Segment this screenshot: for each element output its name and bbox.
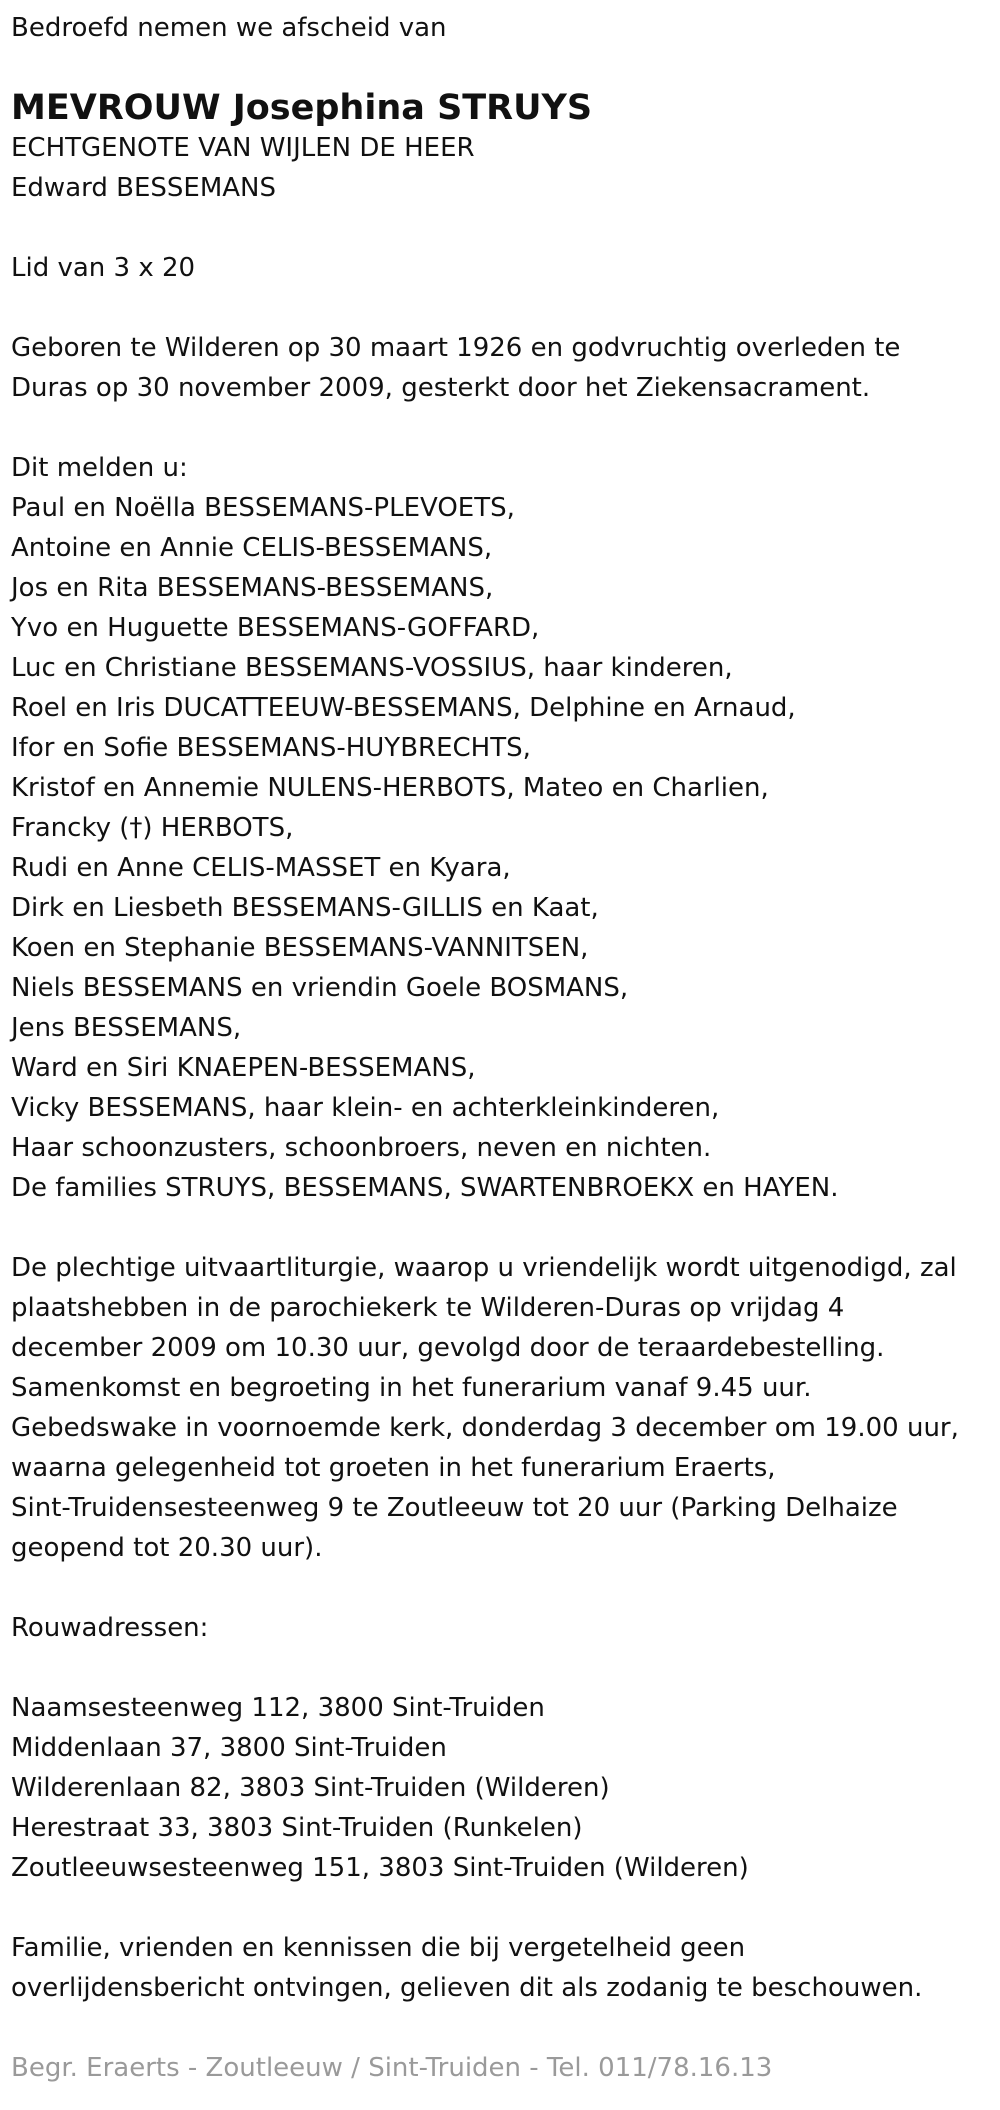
- address-line: Herestraat 33, 3803 Sint-Truiden (Runkelen): [11, 1813, 583, 1843]
- family-line: Roel en Iris DUCATTEEUW-BESSEMANS, Delphine en Arnaud,: [11, 693, 796, 723]
- family-block: [11, 448, 1000, 1208]
- family-line: Ifor en Sofie BESSEMANS-HUYBRECHTS,: [11, 733, 531, 763]
- membership-text: Lid van 3 x 20: [11, 253, 196, 283]
- funeral-line: geopend tot 20.30 uur).: [11, 1533, 323, 1563]
- funeral-block: [11, 1248, 1000, 1568]
- family-line: Jos en Rita BESSEMANS-BESSEMANS,: [11, 573, 494, 603]
- family-line: Vicky BESSEMANS, haar klein- en achterkleinkinderen,: [11, 1093, 720, 1123]
- family-line: Niels BESSEMANS en vriendin Goele BOSMANS,: [11, 973, 629, 1003]
- family-line: Yvo en Huguette BESSEMANS-GOFFARD,: [11, 613, 540, 643]
- birth-death-line: Duras op 30 november 2009, gesterkt door het Ziekensacrament.: [11, 373, 871, 403]
- birth-death-line: Geboren te Wilderen op 30 maart 1926 en godvruchtig overleden te: [11, 333, 901, 363]
- closing-line: Familie, vrienden en kennissen die bij vergetelheid geen: [11, 1933, 746, 1963]
- closing-block: [11, 1928, 1000, 2008]
- family-line: De families STRUYS, BESSEMANS, SWARTENBROEKX en HAYEN.: [11, 1173, 839, 1203]
- funeral-line: plaatshebben in de parochiekerk te Wilderen-Duras op vrijdag 4: [11, 1293, 845, 1323]
- family-line: Francky (†) HERBOTS,: [11, 813, 294, 843]
- funeral-home-footer: Begr. Eraerts - Zoutleeuw / Sint-Truiden - Tel. 011/78.16.13: [11, 2053, 773, 2083]
- family-line: Kristof en Annemie NULENS-HERBOTS, Mateo en Charlien,: [11, 773, 769, 803]
- family-line: Paul en Noëlla BESSEMANS-PLEVOETS,: [11, 493, 515, 523]
- funeral-line: Sint-Truidensesteenweg 9 te Zoutleeuw tot 20 uur (Parking Delhaize: [11, 1493, 898, 1523]
- family-line: Dirk en Liesbeth BESSEMANS-GILLIS en Kaat,: [11, 893, 599, 923]
- address-line: Zoutleeuwsesteenweg 151, 3803 Sint-Truiden (Wilderen): [11, 1853, 749, 1883]
- addresses-heading-block: [11, 1608, 1000, 1648]
- spouse-line-1: ECHTGENOTE VAN WIJLEN DE HEER: [11, 133, 475, 163]
- family-line: Koen en Stephanie BESSEMANS-VANNITSEN,: [11, 933, 589, 963]
- funeral-line: Samenkomst en begroeting in het funerarium vanaf 9.45 uur.: [11, 1373, 812, 1403]
- membership-block: [11, 248, 1000, 288]
- addresses-heading: Rouwadressen:: [11, 1613, 209, 1643]
- closing-line: overlijdensbericht ontvingen, gelieven dit als zodanig te beschouwen.: [11, 1973, 923, 2003]
- family-line: Luc en Christiane BESSEMANS-VOSSIUS, haar kinderen,: [11, 653, 733, 683]
- address-line: Wilderenlaan 82, 3803 Sint-Truiden (Wilderen): [11, 1773, 610, 1803]
- intro-text: Bedroefd nemen we afscheid van: [11, 13, 447, 43]
- family-line: Ward en Siri KNAEPEN-BESSEMANS,: [11, 1053, 476, 1083]
- addresses-block: [11, 1688, 1000, 1888]
- family-line: Antoine en Annie CELIS-BESSEMANS,: [11, 533, 493, 563]
- address-line: Naamsesteenweg 112, 3800 Sint-Truiden: [11, 1693, 545, 1723]
- deceased-name: MEVROUW Josephina STRUYS: [11, 88, 593, 128]
- funeral-line: De plechtige uitvaartliturgie, waarop u vriendelijk wordt uitgenodigd, zal: [11, 1253, 957, 1283]
- family-line: Jens BESSEMANS,: [11, 1013, 242, 1043]
- family-line: Haar schoonzusters, schoonbroers, neven en nichten.: [11, 1133, 712, 1163]
- spouse-line-2: Edward BESSEMANS: [11, 173, 277, 203]
- funeral-line: december 2009 om 10.30 uur, gevolgd door de teraardebestelling.: [11, 1333, 885, 1363]
- address-line: Middenlaan 37, 3800 Sint-Truiden: [11, 1733, 447, 1763]
- family-line: Rudi en Anne CELIS-MASSET en Kyara,: [11, 853, 511, 883]
- funeral-line: waarna gelegenheid tot groeten in het funerarium Eraerts,: [11, 1453, 776, 1483]
- birth-death-block: [11, 328, 1000, 408]
- family-heading: Dit melden u:: [11, 453, 188, 483]
- funeral-line: Gebedswake in voornoemde kerk, donderdag 3 december om 19.00 uur,: [11, 1413, 959, 1443]
